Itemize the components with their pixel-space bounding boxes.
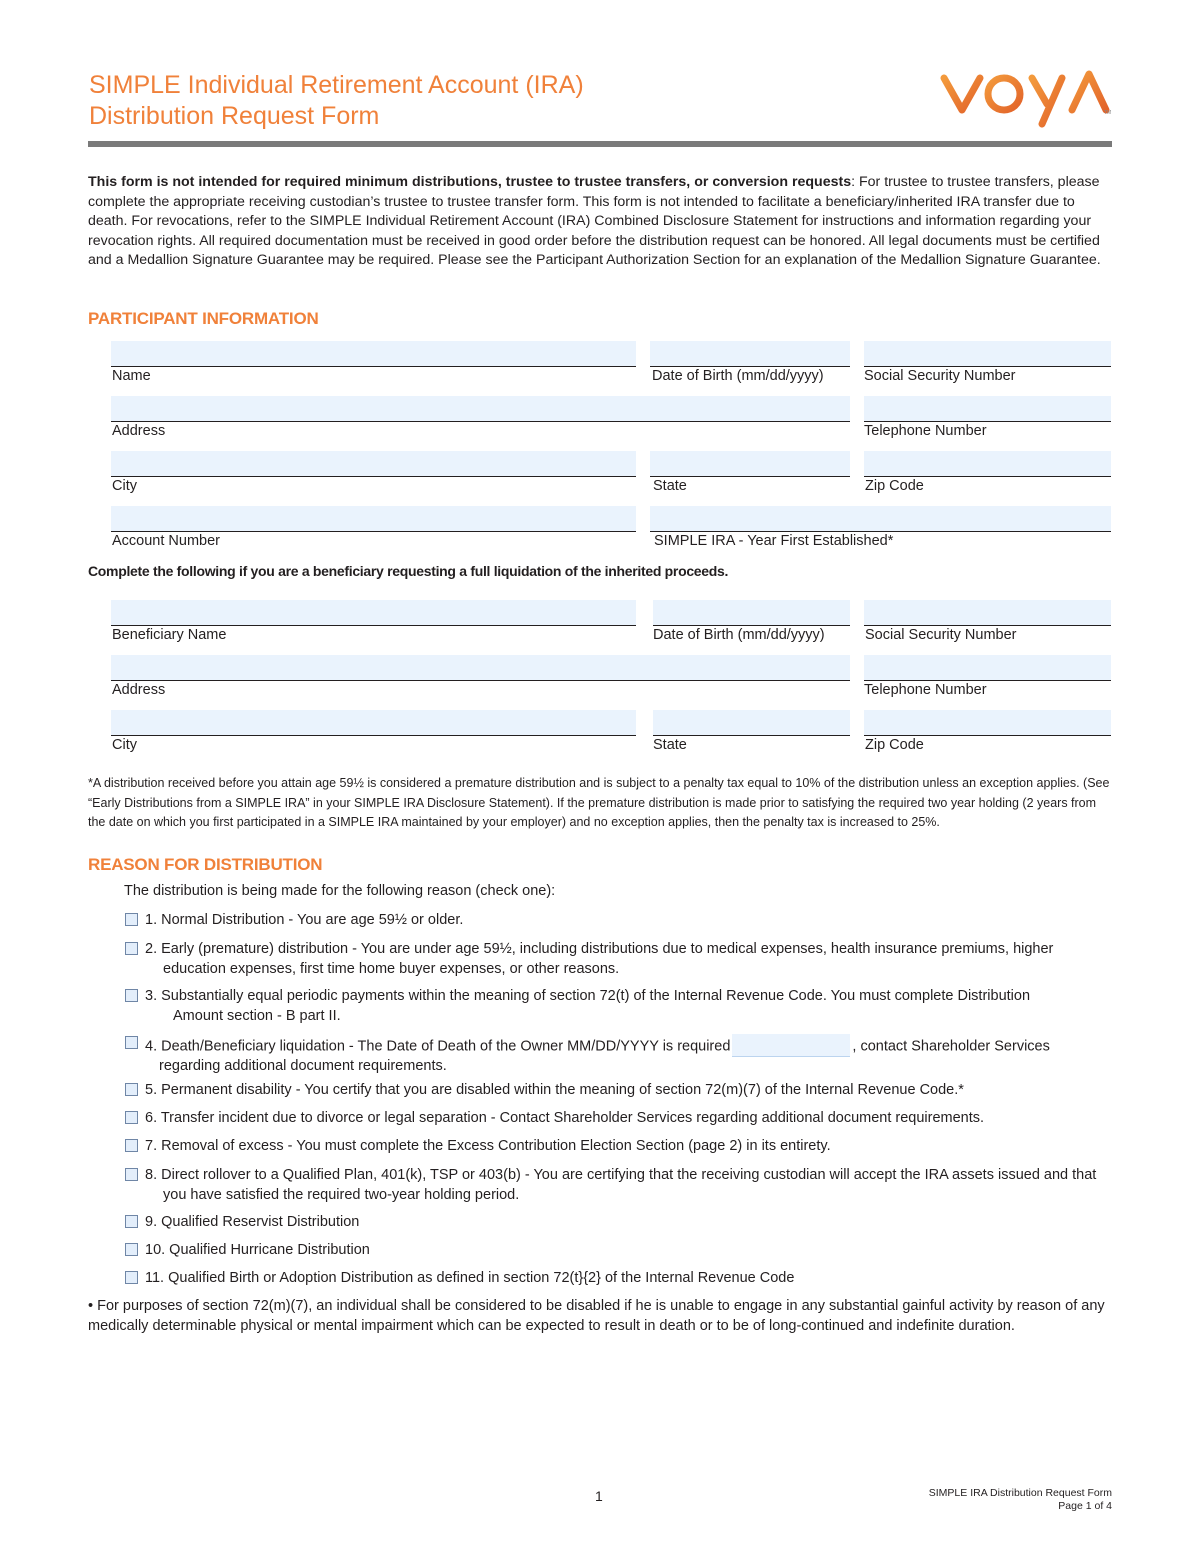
- reason-option-6-text: 6. Transfer incident due to divorce or legal separation - Contact Shareholder Services regarding additional document requirements.: [145, 1110, 985, 1126]
- beneficiary-address-input[interactable]: [111, 655, 850, 681]
- participant-address-label: Address: [112, 423, 166, 439]
- participant-name-input[interactable]: [111, 341, 636, 367]
- reason-option-4-text-cont: regarding additional document requirements.: [159, 1058, 447, 1074]
- participant-state-input[interactable]: [650, 451, 850, 477]
- beneficiary-state-input[interactable]: [653, 710, 850, 736]
- participant-phone-input[interactable]: [864, 396, 1111, 422]
- participant-city-label: City: [112, 478, 137, 494]
- participant-heading: PARTICIPANT INFORMATION: [88, 309, 319, 328]
- reason-option-5-text: 5. Permanent disability - You certify that you are disabled within the meaning of section 72(m)(7) of the Internal Revenue Code.*: [145, 1082, 964, 1098]
- beneficiary-dob-input[interactable]: [653, 600, 850, 626]
- intro-text: : For trustee to trustee transfers, please complete the appropriate receiving custodian’s trustee to trustee transfer form. This form is not intended to facilitate a beneficiary/inherited IRA transfer due to death. For revocations, refer to the SIMPLE Individual Retirement Account (IRA) Combined Disclosure Statement for instructions and information regarding your revocation rights. All required documentation must be received in good order before the distribution request can be honored. All legal documents must be certified and a Medallion Signature Guarantee may be required. Please see the Participant Authorization Section for an explanation of the Medallion Signature Guarantee.: [88, 174, 1101, 269]
- reason-option-10-text: 10. Qualified Hurricane Distribution: [145, 1242, 370, 1258]
- reason-option-3-text: 3. Substantially equal periodic payments within the meaning of section 72(t) of the Internal Revenue Code. You must complete Distribution: [145, 988, 1031, 1004]
- premature-distribution-footnote: *A distribution received before you attain age 59½ is considered a premature distribution and is subject to a penalty tax equal to 10% of the distribution unless an exception applies. (See “Early Distributions from a SIMPLE IRA” in your SIMPLE IRA Disclosure Statement). If the premature distribution is made prior to satisfying the required two year holding (2 years from the date on which you first participated in a SIMPLE IRA maintained by your employer) and no exception applies, then the penalty tax is increased to 25%.: [88, 776, 1110, 829]
- beneficiary-name-input[interactable]: [111, 600, 636, 626]
- reason-checkbox-10[interactable]: [125, 1243, 138, 1256]
- voya-logo: [938, 64, 1114, 130]
- participant-name-label: Name: [112, 368, 151, 384]
- beneficiary-dob-label: Date of Birth (mm/dd/yyyy): [653, 627, 825, 643]
- reason-option-9-text: 9. Qualified Reservist Distribution: [145, 1214, 360, 1230]
- reason-checkbox-9[interactable]: [125, 1215, 138, 1228]
- reason-option-8-text-cont: you have satisfied the required two-year holding period.: [163, 1186, 520, 1203]
- beneficiary-zip-input[interactable]: [864, 710, 1111, 736]
- participant-address-input[interactable]: [111, 396, 850, 422]
- participant-dob-label: Date of Birth (mm/dd/yyyy): [652, 368, 824, 384]
- disability-definition-note: • For purposes of section 72(m)(7), an individual shall be considered to be disabled if he is unable to engage in any substantial gainful activity by reason of any medically determinable physical or mental impairment which can be expected to result in death or to be of long-continued and indefinite duration.: [88, 1298, 1105, 1334]
- footer-form-name: SIMPLE IRA Distribution Request Form: [928, 1487, 1112, 1499]
- form-title-line1: SIMPLE Individual Retirement Account (IRA): [89, 71, 584, 99]
- reason-option-3-text-cont: Amount section - B part II.: [173, 1007, 341, 1024]
- reason-option-2-text: 2. Early (premature) distribution - You are under age 59½, including distributions due to medical expenses, health insurance premiums, higher: [145, 941, 1054, 957]
- account-number-label: Account Number: [112, 533, 220, 549]
- beneficiary-phone-input[interactable]: [864, 655, 1111, 681]
- beneficiary-city-label: City: [112, 737, 137, 753]
- date-of-death-input[interactable]: [732, 1034, 850, 1057]
- beneficiary-address-label: Address: [112, 682, 166, 698]
- beneficiary-subheading: Complete the following if you are a beneficiary requesting a full liquidation of the inherited proceeds.: [88, 563, 729, 579]
- reason-option-11-text: 11. Qualified Birth or Adoption Distribution as defined in section 72(t}{2} of the Internal Revenue Code: [145, 1270, 795, 1286]
- participant-city-input[interactable]: [111, 451, 636, 477]
- participant-ssn-input[interactable]: [864, 341, 1111, 367]
- reason-checkbox-2[interactable]: [125, 942, 138, 955]
- reason-option-7-text: 7. Removal of excess - You must complete the Excess Contribution Election Section (page 2) in its entirety.: [145, 1138, 831, 1154]
- reason-intro: The distribution is being made for the following reason (check one):: [124, 883, 556, 899]
- reason-heading: REASON FOR DISTRIBUTION: [88, 855, 323, 874]
- reason-option-4-text-b: , contact Shareholder Services: [852, 1038, 1050, 1055]
- intro-bold: This form is not intended for required minimum distributions, trustee to trustee transfers, or conversion requests: [88, 174, 852, 190]
- reason-checkbox-8[interactable]: [125, 1168, 138, 1181]
- reason-option-2-text-cont: education expenses, first time home buyer expenses, or other reasons.: [163, 960, 620, 977]
- reason-checkbox-5[interactable]: [125, 1083, 138, 1096]
- beneficiary-city-input[interactable]: [111, 710, 636, 736]
- reason-option-8-text: 8. Direct rollover to a Qualified Plan, 401(k), TSP or 403(b) - You are certifying that the receiving custodian will accept the IRA assets issued and that: [145, 1167, 1097, 1183]
- beneficiary-state-label: State: [653, 737, 687, 753]
- reason-checkbox-7[interactable]: [125, 1139, 138, 1152]
- year-established-label: SIMPLE IRA - Year First Established*: [654, 533, 894, 549]
- svg-text:TM: TM: [1104, 110, 1112, 116]
- beneficiary-phone-label: Telephone Number: [864, 682, 987, 698]
- reason-checkbox-4[interactable]: [125, 1036, 138, 1049]
- header-rule: [88, 141, 1112, 147]
- reason-checkbox-6[interactable]: [125, 1111, 138, 1124]
- participant-zip-label: Zip Code: [865, 478, 924, 494]
- reason-option-1-text: 1. Normal Distribution - You are age 59½ or older.: [145, 912, 464, 928]
- participant-ssn-label: Social Security Number: [864, 368, 1016, 384]
- beneficiary-name-label: Beneficiary Name: [112, 627, 227, 643]
- participant-dob-input[interactable]: [650, 341, 850, 367]
- form-title: [89, 70, 584, 132]
- participant-phone-label: Telephone Number: [864, 423, 987, 439]
- reason-checkbox-11[interactable]: [125, 1271, 138, 1284]
- beneficiary-zip-label: Zip Code: [865, 737, 924, 753]
- reason-checkbox-1[interactable]: [125, 913, 138, 926]
- participant-zip-input[interactable]: [864, 451, 1111, 477]
- reason-option-4-text: 4. Death/Beneficiary liquidation - The Date of Death of the Owner MM/DD/YYYY is required: [145, 1038, 731, 1055]
- page-number: 1: [595, 1488, 603, 1504]
- participant-state-label: State: [653, 478, 687, 494]
- footer-page-of: Page 1 of 4: [1058, 1500, 1112, 1512]
- intro-paragraph: [88, 173, 1112, 271]
- year-established-input[interactable]: [650, 506, 1111, 532]
- reason-checkbox-3[interactable]: [125, 989, 138, 1002]
- beneficiary-ssn-input[interactable]: [864, 600, 1111, 626]
- beneficiary-ssn-label: Social Security Number: [865, 627, 1017, 643]
- footer-form-info: [852, 1487, 1112, 1513]
- form-title-line2: Distribution Request Form: [89, 102, 380, 130]
- account-number-input[interactable]: [111, 506, 636, 532]
